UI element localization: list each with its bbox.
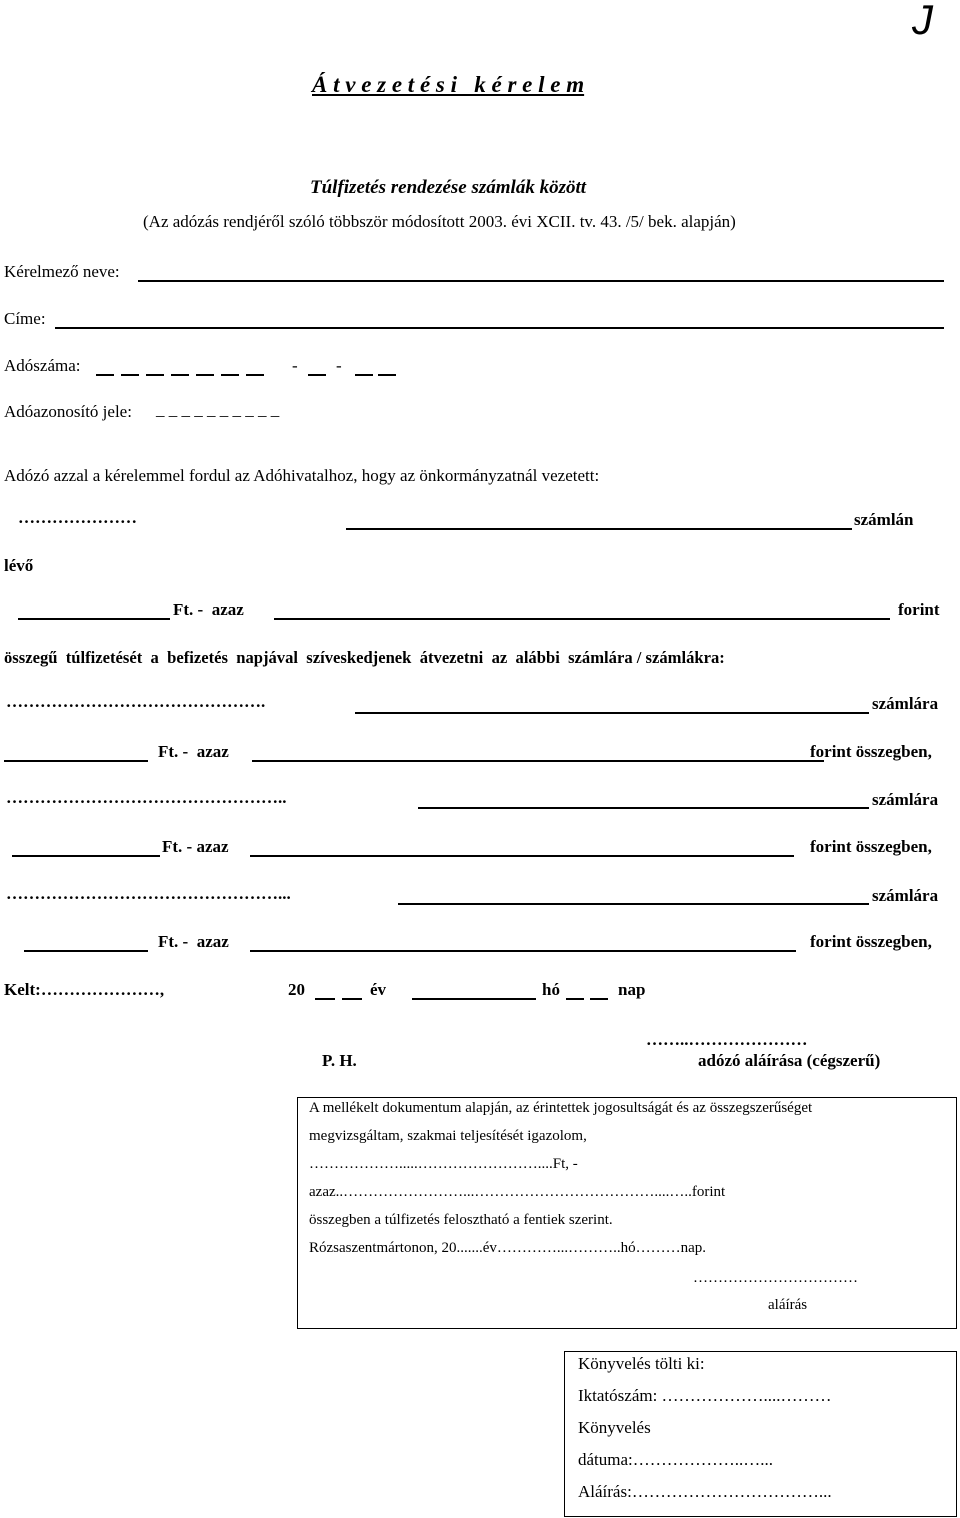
day-digit-2-field[interactable]: [590, 998, 608, 1000]
bookkeeping-date-field[interactable]: dátuma:………………..…...: [578, 1450, 774, 1469]
overpayment-amount-words-field[interactable]: [274, 618, 890, 620]
transfer-statement: összegű túlfizetését a befizetés napjával szíveskedjenek átvezetni az alábbi számlára / számlákra:: [4, 648, 725, 667]
legal-basis: (Az adózás rendjéről szóló többször módosított 2003. évi XCII. tv. 43. /5/ bek. alapján): [143, 212, 736, 231]
transfer-3-szamlara: számlára: [872, 886, 939, 905]
transfer-3-ft-azaz: Ft. - azaz: [158, 932, 229, 951]
forint-label: forint: [898, 600, 940, 619]
source-account-field[interactable]: [346, 528, 852, 530]
transfer-2-account-field[interactable]: [418, 807, 869, 809]
ho-label: hó: [542, 980, 560, 999]
corner-mark: J: [912, 0, 933, 43]
verification-signature-label: aláírás: [768, 1297, 808, 1313]
transfer-2-ft-azaz: Ft. - azaz: [162, 837, 229, 856]
verification-amount-words-field[interactable]: azaz..……………………...………………………………....…..forint: [309, 1184, 726, 1200]
year-digit-1-field[interactable]: [315, 998, 335, 1000]
address-label: Címe:: [4, 309, 46, 328]
tax-number-label: Adószáma:: [4, 356, 81, 375]
address-field[interactable]: [55, 327, 944, 329]
transfer-2-dots[interactable]: …………………………………………..: [6, 788, 287, 807]
transfer-3-amount-field[interactable]: [24, 950, 148, 952]
transfer-2-amount-field[interactable]: [12, 855, 160, 857]
transfer-1-szamlara: számlára: [872, 694, 939, 713]
verification-line-2: megvizsgáltam, szakmai teljesítését igazolom,: [309, 1128, 587, 1144]
stamp-label: P. H.: [322, 1051, 357, 1070]
bookkeeping-box: [564, 1351, 957, 1517]
transfer-2-szamlara: számlára: [872, 790, 939, 809]
transfer-2-forint: forint összegben,: [810, 837, 932, 856]
request-intro: Adózó azzal a kérelemmel fordul az Adóhivatalhoz, hogy az önkormányzatnál vezetett:: [4, 466, 600, 485]
document-subtitle: Túlfizetés rendezése számlák között: [310, 177, 587, 198]
verification-amount-field[interactable]: ……………….....……………………....Ft, -: [309, 1156, 578, 1172]
verification-line-5: összegben a túlfizetés felosztható a fentiek szerint.: [309, 1212, 613, 1228]
transfer-1-forint: forint összegben,: [810, 742, 932, 761]
nap-label: nap: [618, 980, 646, 999]
transfer-1-account-field[interactable]: [355, 712, 869, 714]
szamlan-label: számlán: [854, 510, 914, 529]
signature-dots[interactable]: ……..…………………: [646, 1030, 808, 1049]
overpayment-amount-field[interactable]: [18, 618, 170, 620]
transfer-1-dots[interactable]: ……………………………………….: [6, 692, 266, 711]
transfer-2-words-field[interactable]: [250, 855, 794, 857]
ev-label: év: [370, 980, 387, 999]
bookkeeping-signature-field[interactable]: Aláírás:……………………………...: [578, 1482, 832, 1501]
transfer-3-words-field[interactable]: [250, 950, 796, 952]
taxpayer-signature-label: adózó aláírása (cégszerű): [698, 1051, 881, 1070]
levo-label: lévő: [4, 556, 34, 575]
document-title: Á t v e z e t é s i k é r e l e m: [312, 72, 585, 97]
verification-place-date[interactable]: Rózsaszentmártonon, 20.......év…………...………..hó………nap.: [309, 1240, 707, 1256]
applicant-name-field[interactable]: [138, 280, 944, 282]
tax-id-field[interactable]: _ _ _ _ _ _ _ _ _ _: [156, 400, 280, 419]
transfer-1-amount-field[interactable]: [4, 760, 148, 762]
transfer-3-account-field[interactable]: [398, 903, 869, 905]
transfer-1-ft-azaz: Ft. - azaz: [158, 742, 229, 761]
ft-azaz-label: Ft. - azaz: [173, 600, 244, 619]
applicant-name-label: Kérelmező neve:: [4, 262, 120, 281]
tax-id-label: Adóazonosító jele:: [4, 402, 132, 421]
source-account-dots[interactable]: …………………: [18, 508, 137, 527]
month-field[interactable]: [412, 998, 536, 1000]
day-digit-1-field[interactable]: [566, 998, 584, 1000]
filing-number-field[interactable]: Iktatószám: ………………....………: [578, 1386, 832, 1405]
verification-box: [297, 1097, 957, 1329]
verification-signature-dots[interactable]: ……………………………: [693, 1270, 858, 1286]
kelt-label[interactable]: Kelt:…………………,: [4, 980, 165, 999]
year-digit-2-field[interactable]: [342, 998, 362, 1000]
year-prefix: 20: [288, 980, 305, 999]
verification-line-1: A mellékelt dokumentum alapján, az érintettek jogosultságát és az összegszerűséget: [309, 1100, 813, 1116]
transfer-1-words-field[interactable]: [252, 760, 824, 762]
transfer-3-forint: forint összegben,: [810, 932, 932, 951]
bookkeeping-label: Könyvelés: [578, 1418, 651, 1437]
bookkeeping-title: Könyvelés tölti ki:: [578, 1354, 705, 1373]
transfer-3-dots[interactable]: …………………………………………...: [6, 884, 291, 903]
